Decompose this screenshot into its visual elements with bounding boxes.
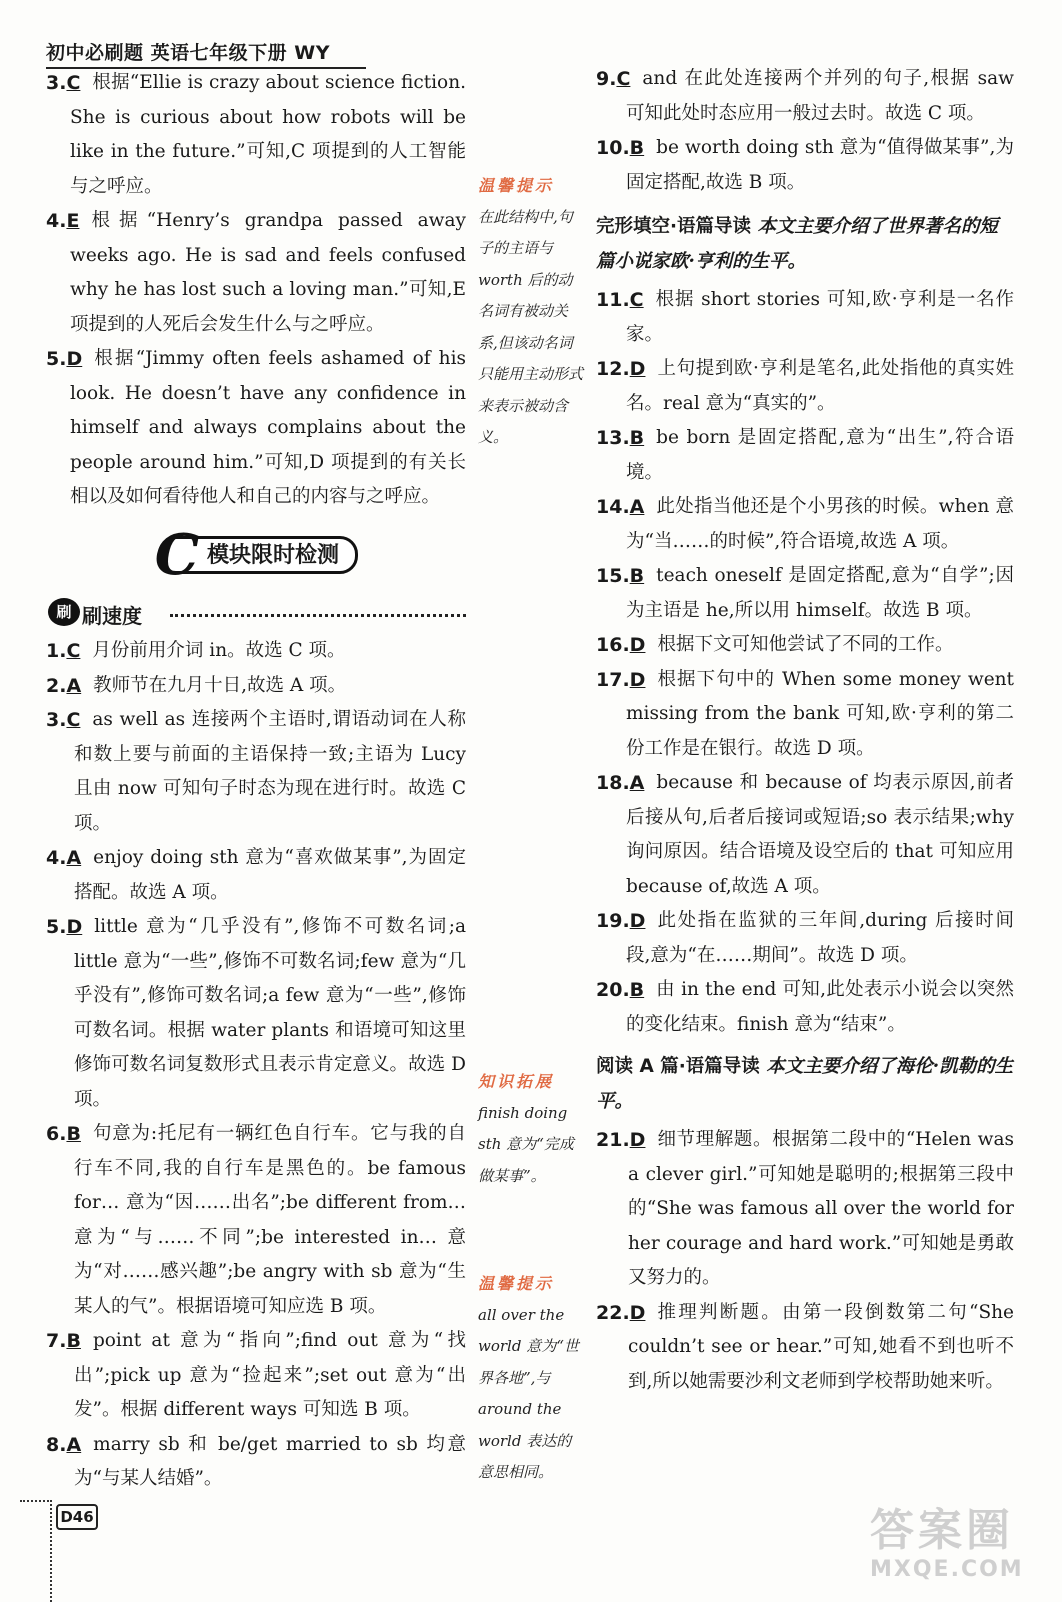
question-number: 1. bbox=[46, 640, 67, 662]
explanation-text: teach oneself 是固定搭配,意为“自学”;因为主语是 he,所以用 himself。故选 B 项。 bbox=[626, 565, 1014, 621]
question-label bbox=[46, 910, 90, 946]
answer-entry bbox=[596, 766, 1014, 904]
module-test-banner bbox=[154, 522, 358, 588]
answer-entry bbox=[46, 669, 466, 704]
explanation-text: 推理判断题。由第一段倒数第二句“She couldn’t see or hear.”可知,她看不到也听不到,所以她需要沙利文老师到学校帮助她来听。 bbox=[628, 1301, 1014, 1392]
passage-intro-reading bbox=[596, 1050, 1014, 1119]
answer-letter: B bbox=[629, 565, 645, 587]
answer-letter: D bbox=[629, 910, 646, 932]
answer-letter: B bbox=[66, 1330, 81, 1352]
question-number: 14. bbox=[596, 496, 630, 518]
explanation-text: 月份前用介词 in。故选 C 项。 bbox=[92, 640, 346, 661]
explanation-text: and 在此处连接两个并列的句子,根据 saw 可知此处时态应用一般过去时。故选 C 项。 bbox=[626, 68, 1014, 124]
question-label bbox=[596, 904, 653, 940]
answer-entry bbox=[596, 131, 1014, 200]
explanation-text: little 意为“几乎没有”,修饰不可数名词;a little 意为“一些”,修饰不可数名词;few 意为“几乎没有”,修饰可数名词;a few 意为“一些”,修饰可数名词。根据 water plants 和语境可知这里修饰可数名词复数形式且表示肯定意义。故选 D 项。 bbox=[74, 916, 466, 1110]
watermark-line-1: 答案圈 bbox=[870, 1505, 1014, 1556]
answer-entry bbox=[596, 973, 1014, 1042]
answer-entry bbox=[46, 841, 466, 910]
right-column bbox=[596, 62, 1014, 1399]
question-label bbox=[46, 1324, 89, 1360]
answer-letter: A bbox=[66, 1433, 82, 1456]
answer-letter: B bbox=[629, 137, 645, 159]
answer-letter: C bbox=[66, 709, 81, 731]
answer-entry bbox=[46, 1324, 466, 1428]
explanation-text: 句意为:托尼有一辆红色自行车。它与我的自行车不同,我的自行车是黑色的。be famous for… 意为“因……出名”;be different from… 意为“与……不同”;be interested in… 意为“对……感兴趣”;be angry with sb 意为“生某人的气”。根据语境可知应选 B 项。 bbox=[74, 1123, 466, 1317]
tip-box-2 bbox=[478, 1066, 586, 1192]
page-header: 初中必刷题 英语七年级下册 WY bbox=[46, 38, 366, 69]
answer-letter: D bbox=[629, 634, 646, 656]
answer-entry bbox=[596, 352, 1014, 421]
answer-letter: D bbox=[629, 1129, 646, 1151]
explanation-text: 根据“Henry’s grandpa passed away weeks ago. He is sad and feels confused why he has lost such a loving man.”可知,E 项提到的人死后会发生什么与之呼应。 bbox=[70, 210, 466, 335]
question-number: 4. bbox=[46, 210, 67, 232]
dotted-divider bbox=[170, 614, 466, 617]
tip-text: finish doing sth 意为“完成做某事”。 bbox=[478, 1103, 574, 1185]
answer-letter: E bbox=[66, 210, 80, 232]
explanation-text: 由 in the end 可知,此处表示小说会以突然的变化结束。finish 意为“结束”。 bbox=[626, 979, 1014, 1035]
watermark bbox=[870, 1505, 1050, 1595]
section-label: 刷速度 bbox=[82, 604, 142, 628]
question-label bbox=[596, 559, 652, 595]
question-label bbox=[596, 1123, 653, 1159]
explanation-text: be born 是固定搭配,意为“出生”,符合语境。 bbox=[626, 427, 1014, 483]
answer-entry bbox=[46, 342, 466, 515]
answer-entry bbox=[596, 559, 1014, 628]
tip-text: all over the world 意为“世界各地”,与 around the world 表达的意思相同。 bbox=[478, 1305, 579, 1481]
question-label bbox=[596, 421, 652, 457]
question-number: 9. bbox=[596, 68, 617, 90]
answer-entry bbox=[596, 663, 1014, 767]
corner-decoration bbox=[20, 1500, 52, 1602]
answer-entry bbox=[46, 204, 466, 342]
tip-box-1 bbox=[478, 170, 586, 454]
question-label bbox=[46, 703, 88, 739]
explanation-text: 此处指在监狱的三年间,during 后接时间段,意为“在……期间”。故选 D 项。 bbox=[626, 910, 1014, 966]
answer-letter: B bbox=[66, 1123, 81, 1145]
answer-letter: B bbox=[629, 979, 645, 1001]
watermark-line-2: MXQE.COM bbox=[870, 1557, 1024, 1582]
question-number: 4. bbox=[46, 847, 67, 869]
answer-letter: D bbox=[66, 348, 83, 370]
question-label bbox=[46, 1117, 89, 1153]
question-number: 19. bbox=[596, 910, 630, 932]
question-number: 2. bbox=[46, 674, 67, 697]
question-label bbox=[596, 628, 653, 664]
question-label bbox=[46, 1428, 89, 1464]
question-number: 17. bbox=[596, 668, 630, 691]
answer-letter: C bbox=[616, 68, 631, 90]
question-number: 10. bbox=[596, 137, 630, 159]
question-number: 7. bbox=[46, 1330, 67, 1352]
explanation-text: 根据“Jimmy often feels ashamed of his look. He doesn’t have any confidence in himself and always complains about the people around him.”可知,D 项提到的有关长相以及如何看待他人和自己的内容与之呼应。 bbox=[70, 348, 466, 507]
answer-letter: D bbox=[629, 668, 646, 691]
section-heading bbox=[46, 596, 466, 630]
explanation-text: 教师节在九月十日,故选 A 项。 bbox=[93, 674, 347, 696]
answer-letter: C bbox=[629, 289, 644, 311]
brush-icon: 刷 bbox=[48, 598, 80, 626]
question-number: 5. bbox=[46, 916, 67, 938]
explanation-text: 根据下文可知他尝试了不同的工作。 bbox=[657, 634, 954, 655]
explanation-text: 细节理解题。根据第二段中的“Helen was a clever girl.”可知她是聪明的;根据第三段中的“She was famous all over the world for her courage and hard work.”可知她是勇敢又努力的。 bbox=[628, 1129, 1014, 1288]
question-label bbox=[46, 66, 88, 102]
answer-entry bbox=[596, 421, 1014, 490]
answer-letter: C bbox=[66, 640, 81, 662]
explanation-text: 根据 short stories 可知,欧·亨利是一名作家。 bbox=[626, 289, 1014, 345]
left-column-top bbox=[46, 66, 466, 515]
question-label bbox=[46, 634, 88, 670]
passage-desc: 本文主要介绍了世界著名的短篇小说家欧·亨利的生平。 bbox=[596, 216, 998, 272]
question-label bbox=[596, 283, 652, 319]
left-column-bottom bbox=[46, 634, 466, 1497]
answer-entry bbox=[46, 703, 466, 841]
page-number: D46 bbox=[56, 1504, 98, 1530]
answer-entry bbox=[596, 904, 1014, 973]
answer-letter: D bbox=[629, 1301, 646, 1324]
explanation-text: 根据“Ellie is crazy about science fiction. She is curious about how robots will be like in the future.”可知,C 项提到的人工智能与之呼应。 bbox=[70, 72, 466, 197]
question-number: 3. bbox=[46, 709, 67, 731]
question-label bbox=[46, 841, 89, 877]
answer-letter: D bbox=[66, 916, 83, 938]
explanation-text: point at 意为“指向”;find out 意为“找出”;pick up 意为“捡起来”;set out 意为“出发”。根据 different ways 可知选 B 项。 bbox=[74, 1330, 466, 1420]
tip-box-3 bbox=[478, 1268, 586, 1489]
passage-lead: 阅读 A 篇·语篇导读 bbox=[596, 1056, 760, 1077]
question-number: 13. bbox=[596, 427, 630, 449]
answer-letter: C bbox=[66, 72, 81, 94]
question-label bbox=[596, 352, 653, 388]
question-number: 12. bbox=[596, 358, 630, 380]
explanation-text: 根据下句中的 When some money went missing from the bank 可知,欧·亨利的第二份工作是在银行。故选 D 项。 bbox=[626, 668, 1014, 759]
answer-entry bbox=[46, 66, 466, 204]
answer-letter: A bbox=[66, 847, 82, 869]
answer-entry bbox=[46, 634, 466, 669]
question-number: 8. bbox=[46, 1433, 67, 1456]
question-number: 22. bbox=[596, 1301, 630, 1324]
answer-entry bbox=[46, 1117, 466, 1324]
answer-letter: A bbox=[66, 674, 82, 697]
question-number: 20. bbox=[596, 979, 630, 1001]
answer-entry bbox=[596, 62, 1014, 131]
question-label bbox=[596, 1296, 653, 1332]
explanation-text: marry sb 和 be/get married to sb 均意为“与某人结婚”。 bbox=[74, 1433, 466, 1489]
tip-title: 知识拓展 bbox=[478, 1072, 555, 1091]
tip-title: 温馨提示 bbox=[478, 1274, 555, 1293]
answer-letter: A bbox=[629, 496, 645, 518]
explanation-text: 此处指当他还是个小男孩的时候。when 意为“当……的时候”,符合语境,故选 A 项。 bbox=[626, 496, 1014, 552]
question-number: 3. bbox=[46, 72, 67, 94]
question-number: 5. bbox=[46, 348, 67, 370]
answer-entry bbox=[596, 490, 1014, 559]
answer-entry bbox=[596, 1123, 1014, 1296]
module-test-title: 模块限时检测 bbox=[206, 543, 339, 568]
explanation-text: because 和 because of 均表示原因,前者后接从句,后者后接词或短语;so 表示结果;why 询问原因。结合语境及设空后的 that 可知应用 because of,故选 A 项。 bbox=[626, 772, 1014, 897]
passage-lead: 完形填空·语篇导读 bbox=[596, 216, 752, 237]
question-number: 11. bbox=[596, 289, 630, 311]
tip-title: 温馨提示 bbox=[478, 176, 555, 195]
question-label bbox=[596, 973, 652, 1009]
tip-text: 在此结构中,句子的主语与 worth 后的动名词有被动关系,但该动名词只能用主动形式来表示被动含义。 bbox=[478, 207, 584, 446]
question-label bbox=[46, 204, 87, 240]
question-number: 6. bbox=[46, 1123, 67, 1145]
explanation-text: 上句提到欧·亨利是笔名,此处指他的真实姓名。real 意为“真实的”。 bbox=[626, 358, 1014, 414]
answer-letter: A bbox=[629, 772, 645, 794]
question-number: 18. bbox=[596, 772, 630, 794]
explanation-text: as well as 连接两个主语时,谓语动词在人称和数上要与前面的主语保持一致;主语为 Lucy 且由 now 可知句子时态为现在进行时。故选 C 项。 bbox=[74, 709, 466, 834]
answer-entry bbox=[596, 628, 1014, 663]
answer-entry bbox=[596, 283, 1014, 352]
passage-intro-cloze bbox=[596, 210, 1014, 279]
answer-letter: B bbox=[629, 427, 645, 449]
question-number: 16. bbox=[596, 634, 630, 656]
passage-desc: 本文主要介绍了海伦·凯勒的生平。 bbox=[596, 1056, 1014, 1112]
question-label bbox=[596, 62, 638, 98]
question-number: 21. bbox=[596, 1129, 630, 1151]
answer-entry bbox=[46, 910, 466, 1117]
question-label bbox=[596, 766, 652, 802]
explanation-text: enjoy doing sth 意为“喜欢做某事”,为固定搭配。故选 A 项。 bbox=[74, 847, 466, 903]
question-label bbox=[596, 131, 652, 167]
answer-letter: D bbox=[629, 358, 646, 380]
answer-entry bbox=[46, 1428, 466, 1497]
question-label bbox=[596, 663, 653, 699]
explanation-text: be worth doing sth 意为“值得做某事”,为固定搭配,故选 B 项。 bbox=[626, 137, 1014, 193]
question-label bbox=[596, 490, 652, 526]
answer-entry bbox=[596, 1296, 1014, 1400]
question-number: 15. bbox=[596, 565, 630, 587]
module-letter-icon: C bbox=[154, 522, 200, 588]
question-label bbox=[46, 669, 89, 705]
question-label bbox=[46, 342, 90, 378]
